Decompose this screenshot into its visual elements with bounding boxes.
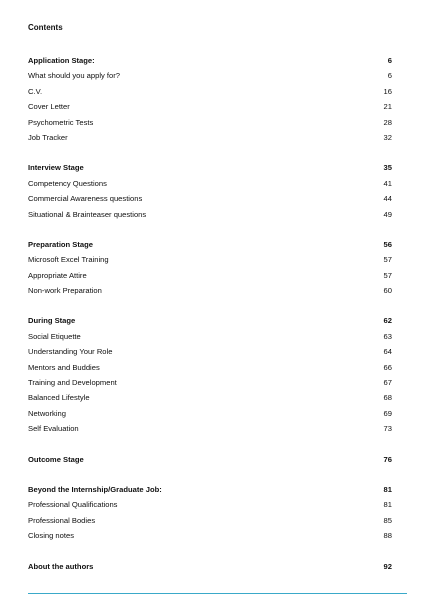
toc-entry-page-number: 85 — [383, 515, 392, 525]
toc-entry-page-number: 16 — [383, 86, 392, 96]
toc-heading-page-number: 6 — [387, 56, 392, 65]
toc-entry[interactable] — [28, 360, 392, 375]
toc-heading-label: Beyond the Internship/Graduate Job: — [28, 484, 162, 494]
toc-entry[interactable] — [28, 268, 392, 283]
toc-entry-label: Situational & Brainteaser questions — [28, 209, 147, 219]
toc-entry-page-number: 6 — [387, 71, 392, 81]
toc-entry[interactable] — [28, 191, 392, 206]
toc-entry-label: C.V. — [28, 86, 43, 96]
toc-entry[interactable] — [28, 68, 392, 83]
toc-entry-label: Microsoft Excel Training — [28, 255, 109, 265]
toc-section-heading[interactable] — [28, 237, 392, 252]
toc-heading-label: Preparation Stage — [28, 239, 93, 249]
toc-entry[interactable] — [28, 513, 392, 528]
toc-heading-label: Interview Stage — [28, 163, 84, 173]
toc-section — [28, 482, 392, 544]
toc-section-heading[interactable] — [28, 559, 392, 574]
toc-heading-page-number: 35 — [383, 163, 392, 173]
toc-heading-page-number: 56 — [383, 239, 392, 249]
toc-heading-label: Outcome Stage — [28, 454, 84, 464]
toc-entry-label: Social Etiquette — [28, 331, 81, 341]
toc-section-heading[interactable] — [28, 53, 392, 68]
toc-heading-page-number: 76 — [383, 454, 392, 464]
toc-section — [28, 160, 392, 222]
toc-entry-label: Psychometric Tests — [28, 117, 94, 127]
toc-section-heading[interactable] — [28, 160, 392, 175]
toc-entry[interactable] — [28, 344, 392, 359]
toc-entry[interactable] — [28, 329, 392, 344]
toc-entry[interactable] — [28, 84, 392, 99]
toc-entry-page-number: 60 — [383, 286, 392, 296]
toc-entry-label: Understanding Your Role — [28, 347, 113, 357]
toc-heading-page-number: 81 — [383, 484, 392, 494]
toc-entry-label: Self Evaluation — [28, 424, 79, 434]
toc-section-heading[interactable] — [28, 482, 392, 497]
toc-entry[interactable] — [28, 130, 392, 145]
toc-entry-label: Cover Letter — [28, 102, 70, 112]
toc-section — [28, 53, 392, 145]
toc-entry-label: What should you apply for? — [28, 71, 121, 81]
toc-entry[interactable] — [28, 99, 392, 114]
toc-section — [28, 559, 392, 574]
toc-entry-page-number: 73 — [383, 424, 392, 434]
toc-entry-page-number: 44 — [383, 194, 392, 204]
toc-entry-page-number: 64 — [383, 347, 392, 357]
toc-entry[interactable] — [28, 115, 392, 130]
toc-entry-label: Professional Qualifications — [28, 500, 118, 510]
toc-entry[interactable] — [28, 497, 392, 512]
toc-entry-page-number: 21 — [383, 102, 392, 112]
toc-entry[interactable] — [28, 406, 392, 421]
toc-entry-page-number: 28 — [383, 117, 392, 127]
toc-entry-page-number: 41 — [383, 178, 392, 188]
toc-entry-label: Professional Bodies — [28, 515, 96, 525]
toc-heading-page-number: 62 — [383, 316, 392, 326]
toc-section — [28, 237, 392, 299]
toc-entry-label: Balanced Lifestyle — [28, 393, 90, 403]
toc-entry-page-number: 88 — [383, 531, 392, 541]
toc-entry[interactable] — [28, 207, 392, 222]
toc-entry-page-number: 66 — [383, 362, 392, 372]
toc-entry[interactable] — [28, 283, 392, 298]
toc-section-heading[interactable] — [28, 452, 392, 467]
toc-heading-label: During Stage — [28, 316, 76, 326]
toc-entry-page-number: 68 — [383, 393, 392, 403]
toc-entry-label: Commercial Awareness questions — [28, 194, 143, 204]
toc-section-heading[interactable] — [28, 313, 392, 328]
toc-heading-label: About the authors — [28, 561, 94, 571]
table-of-contents — [28, 53, 392, 589]
footer-rule — [28, 593, 407, 594]
toc-entry[interactable] — [28, 528, 392, 543]
toc-entry-page-number: 67 — [383, 378, 392, 388]
toc-entry-label: Non-work Preparation — [28, 286, 102, 296]
toc-entry-label: Competency Questions — [28, 178, 107, 188]
toc-entry[interactable] — [28, 421, 392, 436]
toc-entry[interactable] — [28, 375, 392, 390]
toc-entry-page-number: 57 — [383, 255, 392, 265]
toc-entry[interactable] — [28, 176, 392, 191]
toc-entry-label: Training and Development — [28, 378, 117, 388]
toc-entry[interactable] — [28, 252, 392, 267]
toc-entry-page-number: 49 — [383, 209, 392, 219]
toc-section — [28, 452, 392, 467]
toc-entry-page-number: 32 — [383, 132, 392, 142]
toc-entry-page-number: 81 — [383, 500, 392, 510]
toc-entry[interactable] — [28, 390, 392, 405]
toc-heading-page-number: 92 — [383, 561, 392, 571]
toc-entry-label: Networking — [28, 408, 66, 418]
toc-entry-page-number: 63 — [383, 331, 392, 341]
toc-entry-label: Appropriate Attire — [28, 270, 87, 280]
toc-entry-page-number: 57 — [383, 270, 392, 280]
toc-section — [28, 313, 392, 436]
toc-entry-label: Job Tracker — [28, 132, 68, 142]
toc-entry-label: Mentors and Buddies — [28, 362, 100, 372]
toc-entry-label: Closing notes — [28, 531, 75, 541]
toc-heading-label: Application Stage: — [28, 56, 95, 65]
toc-entry-page-number: 69 — [383, 408, 392, 418]
page-title: Contents — [28, 23, 63, 32]
